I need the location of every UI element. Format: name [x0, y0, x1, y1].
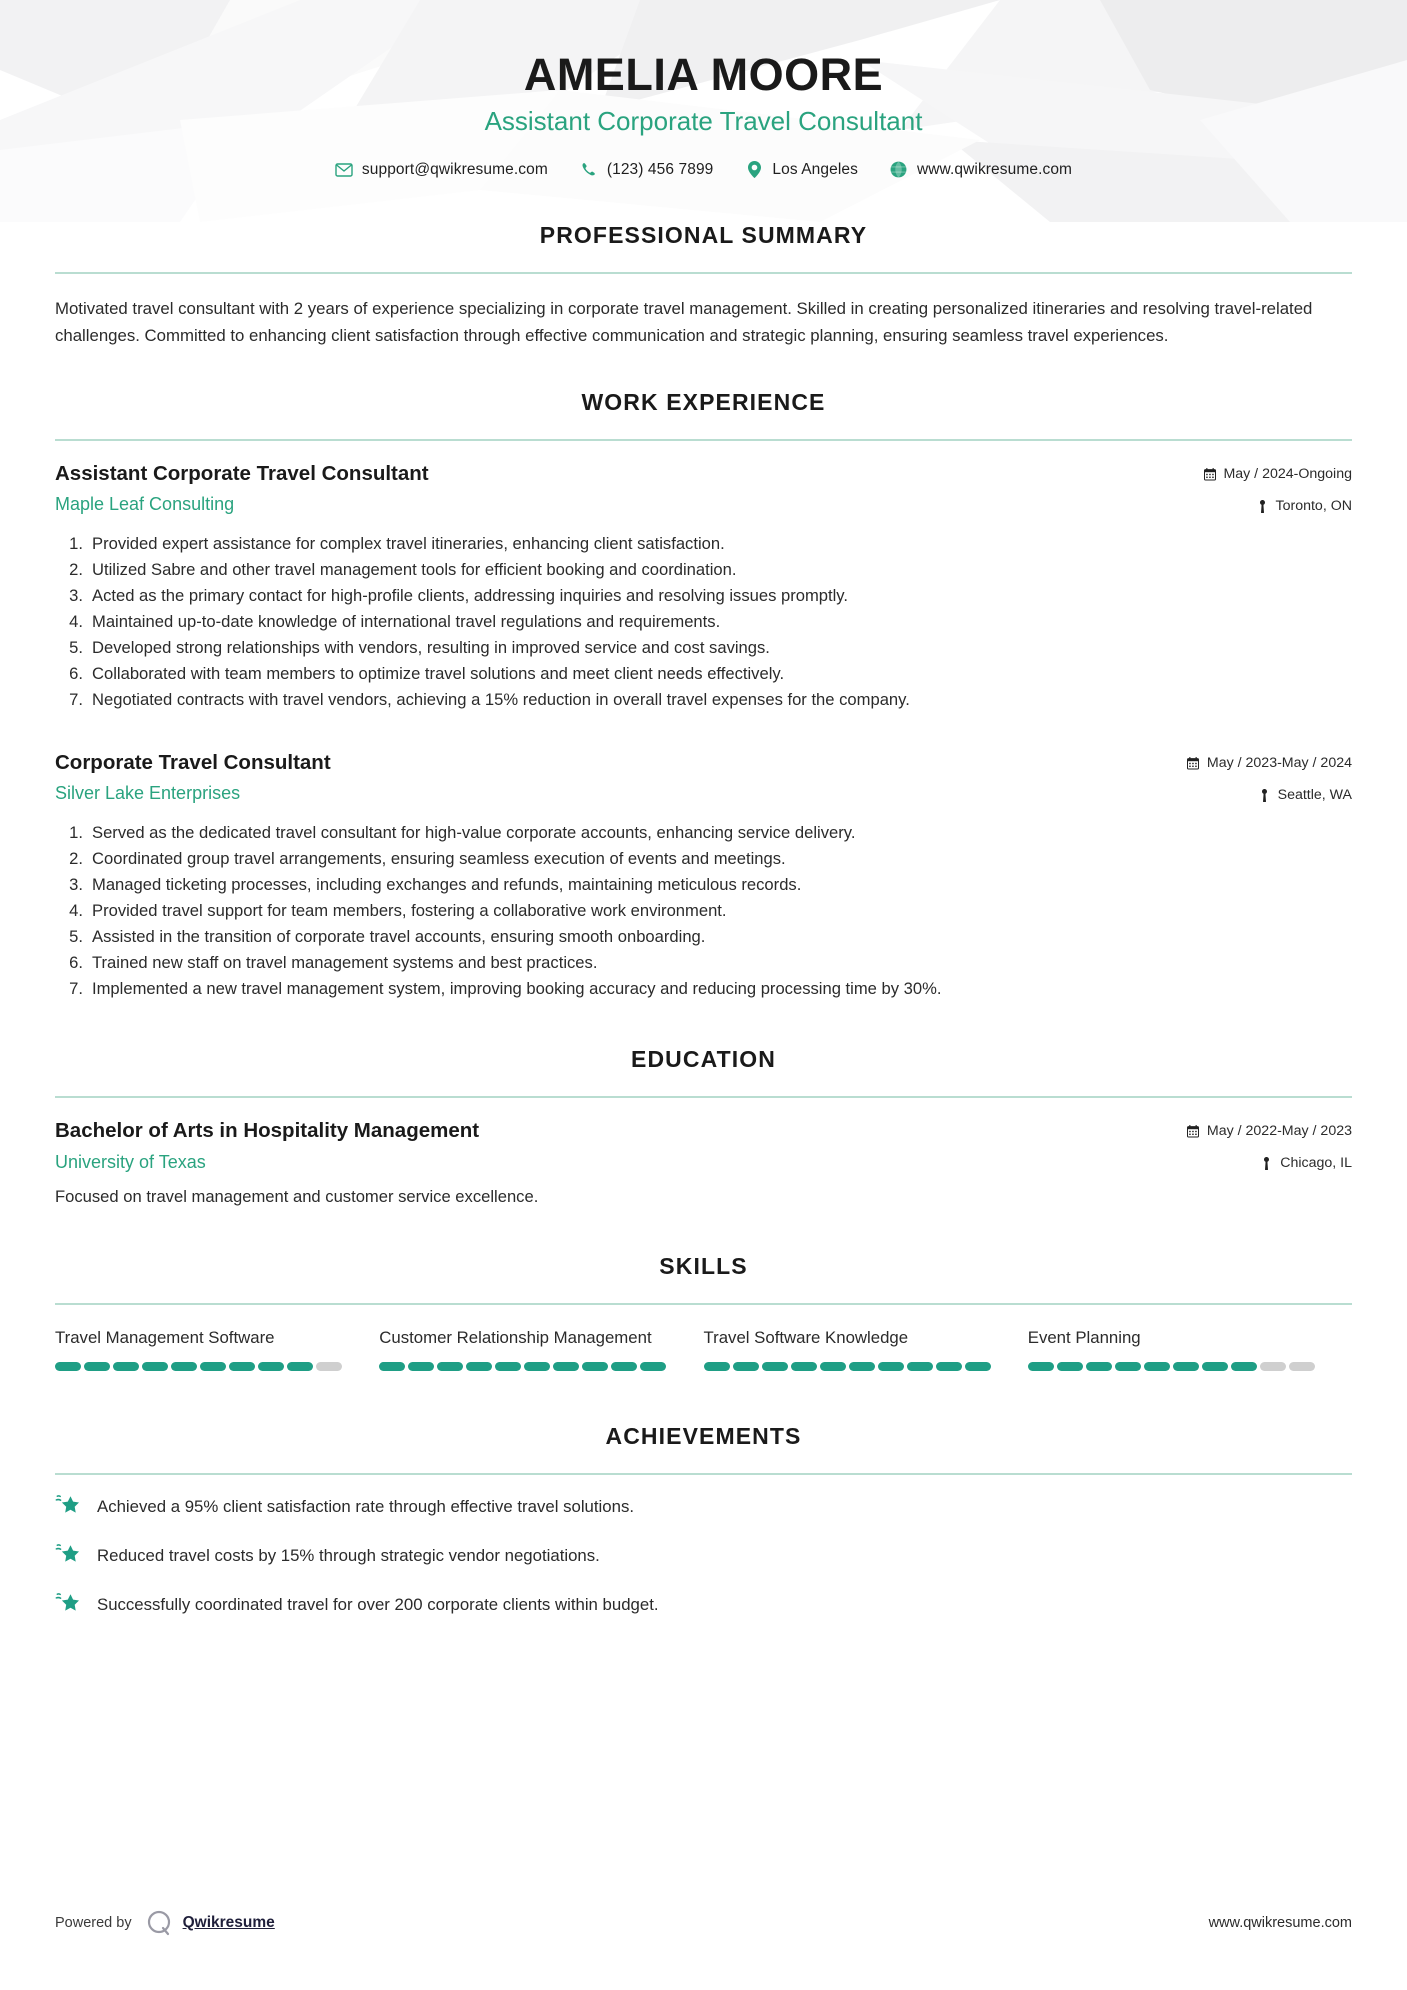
bullet-number: 2. [69, 849, 83, 869]
bullet-number: 3. [69, 875, 83, 895]
star-icon [55, 1492, 81, 1518]
list-item [55, 1592, 1352, 1617]
bullet-number: 7. [69, 690, 83, 710]
contact-location-text: Los Angeles [772, 160, 858, 178]
skill-segment [171, 1362, 197, 1371]
work-entry-bullets [55, 820, 1352, 1002]
skill-segment [316, 1362, 342, 1371]
skill-label: Event Planning [1027, 1327, 1141, 1347]
education-location-row [1187, 1153, 1352, 1174]
work-entry-bullets [55, 531, 1352, 713]
skill-segment [495, 1362, 521, 1371]
calendar-icon [1203, 467, 1216, 481]
skill-segment [1028, 1362, 1054, 1371]
list-item [55, 976, 1352, 1002]
list-item [55, 924, 1352, 950]
skill-segment [84, 1362, 110, 1371]
skill-segment [878, 1362, 904, 1371]
skill-segment [582, 1362, 608, 1371]
skill-level-bar [1028, 1362, 1320, 1371]
work-entry-dates-row [1187, 753, 1352, 774]
contact-row [0, 161, 1407, 179]
email-icon [335, 161, 353, 179]
skill-level-bar [379, 1362, 671, 1371]
education-entry-left [55, 1118, 1187, 1174]
education-dates: May / 2022-May / 2023 [1206, 1123, 1352, 1140]
bullet-text: Utilized Sabre and other travel management tools for efficient booking and coordination. [92, 560, 737, 580]
bullet-number: 1. [69, 823, 83, 843]
skill-segment [1144, 1362, 1170, 1371]
skill-segment [965, 1362, 991, 1371]
contact-location [745, 161, 858, 179]
bullet-number: 3. [69, 586, 83, 606]
list-item [55, 1494, 1352, 1519]
globe-icon [890, 161, 908, 179]
list-item [55, 583, 1352, 609]
skill-item [379, 1327, 703, 1371]
list-item [55, 898, 1352, 924]
list-item [55, 872, 1352, 898]
skill-item [55, 1327, 379, 1371]
skill-segment [379, 1362, 405, 1371]
resume-body [0, 222, 1407, 1618]
bullet-text: Collaborated with team members to optimize travel solutions and meet client needs effectively. [92, 664, 785, 684]
skill-segment [229, 1362, 255, 1371]
qwikresume-logo-icon [144, 1908, 174, 1938]
skill-segment [524, 1362, 550, 1371]
bullet-text: Trained new staff on travel management systems and best practices. [92, 953, 598, 973]
skill-segment [55, 1362, 81, 1371]
bullet-text: Developed strong relationships with vendors, resulting in improved service and cost savings. [92, 638, 770, 658]
skill-segment [466, 1362, 492, 1371]
list-item [55, 820, 1352, 846]
work-entry-location: Toronto, ON [1275, 497, 1352, 514]
section-title-education: EDUCATION [631, 1046, 776, 1073]
calendar-icon [1187, 1125, 1200, 1139]
skill-segment [1202, 1362, 1228, 1371]
skill-segment [1115, 1362, 1141, 1371]
skill-segment [1231, 1362, 1257, 1371]
skill-segment [258, 1362, 284, 1371]
section-professional-summary [55, 222, 1352, 349]
work-entry-location-row [1203, 496, 1352, 517]
skill-segment [200, 1362, 226, 1371]
work-entry-meta [1187, 750, 1352, 807]
skill-segment [640, 1362, 666, 1371]
map-pin-icon [1258, 788, 1271, 802]
work-entry-header [55, 461, 1352, 518]
phone-icon [580, 161, 598, 179]
skill-segment [142, 1362, 168, 1371]
education-note: Focused on travel management and customer service excellence. [55, 1186, 539, 1206]
page-footer [55, 1908, 1352, 1938]
header-content [0, 0, 1407, 179]
skill-segment [408, 1362, 434, 1371]
skill-item [1028, 1327, 1352, 1371]
skill-segment [820, 1362, 846, 1371]
skill-item [704, 1327, 1028, 1371]
skill-segment [437, 1362, 463, 1371]
bullet-text: Managed ticketing processes, including exchanges and refunds, maintaining meticulous records. [92, 875, 802, 895]
resume-header [0, 0, 1407, 222]
contact-website[interactable] [890, 161, 1072, 179]
bullet-text: Maintained up-to-date knowledge of international travel regulations and requirements. [92, 612, 721, 632]
skill-label: Travel Software Knowledge [703, 1327, 909, 1347]
bullet-number: 6. [69, 664, 83, 684]
list-item [55, 557, 1352, 583]
map-pin-icon [1256, 500, 1269, 514]
skill-segment [113, 1362, 139, 1371]
education-entry-meta [1187, 1118, 1352, 1175]
footer-powered-by-label: Powered by [55, 1915, 132, 1931]
bullet-number: 4. [69, 612, 83, 632]
education-entry-header [55, 1118, 1352, 1175]
contact-website-text: www.qwikresume.com [916, 160, 1073, 178]
footer-website[interactable]: www.qwikresume.com [1208, 1915, 1352, 1931]
section-title-work-experience: WORK EXPERIENCE [581, 389, 826, 415]
bullet-number: 5. [69, 638, 83, 658]
skill-level-bar [55, 1362, 347, 1371]
calendar-icon [1187, 756, 1200, 770]
education-entry [55, 1098, 1352, 1209]
skill-segment [1173, 1362, 1199, 1371]
skills-grid [55, 1305, 1352, 1371]
contact-phone-text: (123) 456 7899 [606, 160, 714, 178]
skill-segment [791, 1362, 817, 1371]
skill-segment [762, 1362, 788, 1371]
bullet-number: 1. [69, 534, 83, 554]
star-icon [55, 1541, 81, 1567]
bullet-text: Served as the dedicated travel consultant for high-value corporate accounts, enhancing service delivery. [92, 823, 856, 843]
section-title-achievements: ACHIEVEMENTS [605, 1423, 802, 1450]
skill-level-bar [704, 1362, 996, 1371]
contact-phone[interactable] [580, 161, 714, 179]
bullet-text: Implemented a new travel management system, improving booking accuracy and reducing processing time by 30%. [92, 979, 942, 999]
work-entry-role: Assistant Corporate Travel Consultant [55, 461, 429, 485]
footer-powered-by [55, 1908, 275, 1938]
achievement-text: Successfully coordinated travel for over 200 corporate clients within budget. [97, 1595, 659, 1615]
work-entry-dates: May / 2024-Ongoing [1223, 465, 1352, 482]
bullet-number: 5. [69, 927, 83, 947]
achievements-list [55, 1475, 1352, 1618]
work-entry-dates: May / 2023-May / 2024 [1206, 754, 1352, 771]
list-item [55, 661, 1352, 687]
bullet-text: Provided expert assistance for complex travel itineraries, enhancing client satisfaction. [92, 534, 725, 554]
list-item [55, 635, 1352, 661]
work-entry-header [55, 750, 1352, 807]
list-item [55, 687, 1352, 713]
footer-brand-link[interactable]: Qwikresume [182, 1914, 275, 1931]
skill-segment [611, 1362, 637, 1371]
work-entry-organization: Silver Lake Enterprises [55, 783, 241, 804]
list-item [55, 609, 1352, 635]
bullet-text: Coordinated group travel arrangements, ensuring seamless execution of events and meetings. [92, 849, 786, 869]
work-entry-location: Seattle, WA [1277, 786, 1352, 803]
bullet-text: Negotiated contracts with travel vendors, achieving a 15% reduction in overall travel expenses for the company. [92, 690, 910, 710]
section-skills [55, 1253, 1352, 1371]
education-location: Chicago, IL [1280, 1155, 1352, 1172]
contact-email-text: support@qwikresume.com [361, 160, 548, 178]
bullet-number: 2. [69, 560, 83, 580]
section-title-skills: SKILLS [659, 1253, 748, 1280]
work-entry-role: Corporate Travel Consultant [55, 750, 331, 774]
skill-segment [553, 1362, 579, 1371]
work-entry [55, 441, 1352, 714]
achievement-text: Reduced travel costs by 15% through strategic vendor negotiations. [97, 1546, 600, 1566]
location-pin-icon [745, 161, 763, 179]
work-entry-location-row [1187, 785, 1352, 806]
work-entry [55, 714, 1352, 1003]
skill-label: Travel Management Software [55, 1327, 275, 1347]
bullet-number: 4. [69, 901, 83, 921]
education-institution: University of Texas [55, 1151, 206, 1172]
skill-segment [1289, 1362, 1315, 1371]
work-entry-left [55, 461, 1203, 517]
contact-email[interactable] [335, 161, 548, 179]
work-entry-meta [1203, 461, 1352, 518]
work-entry-organization: Maple Leaf Consulting [55, 494, 235, 515]
section-work-experience [55, 389, 1352, 1002]
skill-label: Customer Relationship Management [379, 1327, 652, 1347]
page-title: AMELIA MOORE [523, 49, 884, 100]
skill-segment [733, 1362, 759, 1371]
achievement-text: Achieved a 95% client satisfaction rate through effective travel solutions. [97, 1496, 634, 1516]
map-pin-icon [1260, 1157, 1273, 1171]
list-item [55, 531, 1352, 557]
section-education [55, 1046, 1352, 1209]
skill-segment [1260, 1362, 1286, 1371]
skill-segment [704, 1362, 730, 1371]
work-entry-left [55, 750, 1187, 806]
bullet-text: Assisted in the transition of corporate travel accounts, ensuring smooth onboarding. [92, 927, 706, 947]
bullet-text: Provided travel support for team members, fostering a collaborative work environment. [92, 901, 727, 921]
list-item [55, 1543, 1352, 1568]
bullet-text: Acted as the primary contact for high-profile clients, addressing inquiries and resolving issues promptly. [92, 586, 848, 606]
section-title-summary: PROFESSIONAL SUMMARY [539, 222, 868, 248]
skill-segment [936, 1362, 962, 1371]
skill-segment [849, 1362, 875, 1371]
education-degree: Bachelor of Arts in Hospitality Management [55, 1119, 480, 1143]
list-item [55, 950, 1352, 976]
header-job-title: Assistant Corporate Travel Consultant [484, 106, 923, 137]
list-item [55, 846, 1352, 872]
summary-text: Motivated travel consultant with 2 years of experience specializing in corporate travel management. Skilled in creating personalized itineraries and resolving travel-related challenges. Committed to enhancing client satisfaction through effective communication and strategic planning, ensuring seamless travel experiences. [55, 298, 1313, 345]
skill-segment [287, 1362, 313, 1371]
bullet-number: 6. [69, 953, 83, 973]
star-icon [55, 1590, 81, 1616]
education-dates-row [1187, 1121, 1352, 1142]
skill-segment [1086, 1362, 1112, 1371]
section-achievements [55, 1423, 1352, 1618]
skill-segment [1057, 1362, 1083, 1371]
bullet-number: 7. [69, 979, 83, 999]
skill-segment [907, 1362, 933, 1371]
work-entry-dates-row [1203, 464, 1352, 485]
